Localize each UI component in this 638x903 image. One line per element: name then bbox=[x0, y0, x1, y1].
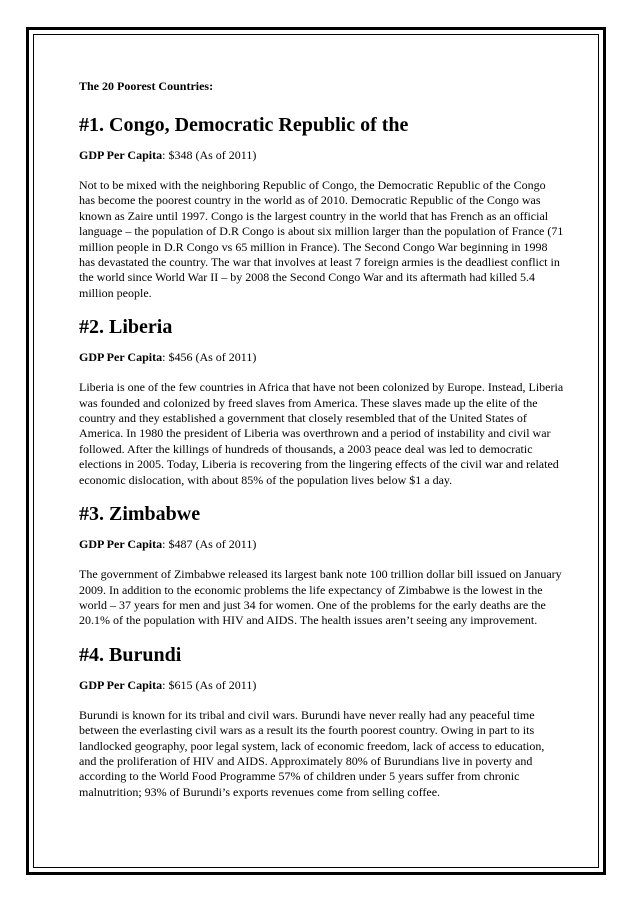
gdp-line bbox=[79, 678, 564, 693]
gdp-label: GDP Per Capita bbox=[79, 148, 163, 162]
country-section-congo bbox=[79, 113, 564, 301]
country-heading: #2. Liberia bbox=[79, 316, 173, 339]
gdp-line bbox=[79, 148, 564, 163]
country-section-burundi bbox=[79, 643, 564, 800]
country-heading: #1. Congo, Democratic Republic of the bbox=[79, 114, 409, 136]
gdp-value: : $487 (As of 2011) bbox=[162, 537, 257, 552]
gdp-line bbox=[79, 537, 564, 552]
gdp-value: : $348 (As of 2011) bbox=[162, 148, 257, 162]
country-section-zimbabwe bbox=[79, 502, 564, 629]
gdp-value: : $456 (As of 2011) bbox=[162, 350, 257, 365]
gdp-label: GDP Per Capita bbox=[79, 677, 163, 692]
country-description: Liberia is one of the few countries in Africa that have not been colonized by Europe. Instead, Liberia was founded and colonized by freed slaves from America. These slaves made up the elite of the country and they established a government that closely resembled that of the United States of America. In 1980 the president of Liberia was overthrown and a period of instability and civil war followed. After the killings of hundreds of thousands, a 2003 peace deal was led to democratic elections in 2005. Today, Liberia is recovering from the lingering effects of the civil war and related economic dislocation, with about 85% of the population lives below $1 a day. bbox=[79, 380, 564, 487]
gdp-line bbox=[79, 350, 564, 365]
gdp-label: GDP Per Capita bbox=[79, 350, 163, 365]
country-heading: #4. Burundi bbox=[79, 643, 182, 666]
document-title: The 20 Poorest Countries: bbox=[79, 79, 214, 93]
country-section-liberia bbox=[79, 315, 564, 488]
document-body bbox=[79, 79, 564, 814]
country-description: The government of Zimbabwe released its largest bank note 100 trillion dollar bill issued on January 2009. In addition to the economic problems the life expectancy of Zimbabwe is the lowest in the world – 37 years for men and just 34 for women. One of the problems for the early deaths are the 20.1% of the population with HIV and AIDS. The health issues aren’t seeing any improvement. bbox=[79, 567, 562, 628]
country-description: Not to be mixed with the neighboring Republic of Congo, the Democratic Republic of the Congo has become the poorest country in the world as of 2010. Democratic Republic of the Congo was known as Zaire until 1997. Congo is the largest country in the world that has French as an official language – the population of D.R Congo is about six million larger than the population of France (71 million people in D.R Congo vs 65 million in France). The Second Congo War beginning in 1998 has devastated the country. The war that involves at least 7 foreign armies is the deadliest conflict in the world since World War II – by 2008 the Second Congo War and its aftermath had killed 5.4 million people. bbox=[79, 178, 564, 300]
country-heading: #3. Zimbabwe bbox=[79, 503, 201, 526]
gdp-value: : $615 (As of 2011) bbox=[162, 677, 257, 692]
gdp-label: GDP Per Capita bbox=[79, 537, 163, 552]
country-description: Burundi is known for its tribal and civil wars. Burundi have never really had any peaceful time between the everlasting civil wars as a result its the fourth poorest country. Owing in part to its landlocked geography, poor legal system, lack of economic freedom, lack of access to education, and the proliferation of HIV and AIDS. Approximately 80% of Burundians live in poverty and according to the World Food Programme 57% of children under 5 years suffer from chronic malnutrition; 93% of Burundi’s exports revenues come from selling coffee. bbox=[79, 707, 545, 799]
